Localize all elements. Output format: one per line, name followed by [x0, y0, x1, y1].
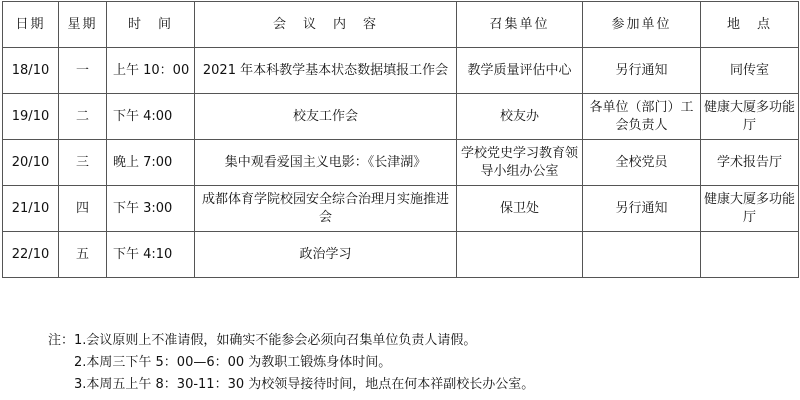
header-organizer: 召集单位 — [457, 2, 583, 48]
notes-section — [48, 330, 534, 396]
cell-content: 集中观看爱国主义电影：《长津湖》 — [195, 140, 457, 186]
cell-time: 上午 10：00 — [107, 48, 195, 94]
header-date: 日期 — [3, 2, 59, 48]
header-time: 时 间 — [107, 2, 195, 48]
header-weekday: 星期 — [59, 2, 107, 48]
cell-location: 学术报告厅 — [701, 140, 799, 186]
cell-time: 下午 4:10 — [107, 232, 195, 278]
cell-date: 20/10 — [3, 140, 59, 186]
cell-organizer: 校友办 — [457, 94, 583, 140]
notes-lead: 注： — [48, 333, 75, 348]
cell-organizer: 教学质量评估中心 — [457, 48, 583, 94]
cell-weekday: 五 — [59, 232, 107, 278]
cell-location: 同传室 — [701, 48, 799, 94]
cell-organizer: 学校党史学习教育领导小组办公室 — [457, 140, 583, 186]
cell-weekday: 一 — [59, 48, 107, 94]
cell-weekday: 二 — [59, 94, 107, 140]
cell-time: 下午 4:00 — [107, 94, 195, 140]
cell-content: 2021 年本科教学基本状态数据填报工作会 — [195, 48, 457, 94]
table-row — [3, 140, 799, 186]
cell-date: 22/10 — [3, 232, 59, 278]
header-content: 会 议 内 容 — [195, 2, 457, 48]
table-row — [3, 186, 799, 232]
cell-participants — [583, 232, 701, 278]
header-participants: 参加单位 — [583, 2, 701, 48]
cell-date: 18/10 — [3, 48, 59, 94]
cell-time: 下午 3:00 — [107, 186, 195, 232]
cell-content: 校友工作会 — [195, 94, 457, 140]
note-item: 1.会议原则上不准请假，如确实不能参会必须向召集单位负责人请假。 — [74, 333, 477, 348]
table-row — [3, 94, 799, 140]
cell-organizer: 保卫处 — [457, 186, 583, 232]
cell-participants: 全校党员 — [583, 140, 701, 186]
cell-participants: 另行通知 — [583, 48, 701, 94]
cell-content: 成都体育学院校园安全综合治理月实施推进会 — [195, 186, 457, 232]
cell-content: 政治学习 — [195, 232, 457, 278]
cell-time: 晚上 7:00 — [107, 140, 195, 186]
cell-date: 21/10 — [3, 186, 59, 232]
header-location: 地 点 — [701, 2, 799, 48]
cell-weekday: 四 — [59, 186, 107, 232]
cell-location: 健康大厦多功能厅 — [701, 94, 799, 140]
note-item: 3.本周五上午 8：30-11：30 为校领导接待时间，地点在何本祥副校长办公室。 — [74, 377, 535, 392]
note-item: 2.本周三下午 5：00—6：00 为教职工锻炼身体时间。 — [74, 355, 392, 370]
cell-location — [701, 232, 799, 278]
table-row — [3, 232, 799, 278]
meeting-schedule-table — [2, 1, 799, 278]
cell-participants: 另行通知 — [583, 186, 701, 232]
table-header-row — [3, 2, 799, 48]
cell-date: 19/10 — [3, 94, 59, 140]
table-row — [3, 48, 799, 94]
cell-weekday: 三 — [59, 140, 107, 186]
cell-location: 健康大厦多功能厅 — [701, 186, 799, 232]
cell-participants: 各单位（部门）工会负责人 — [583, 94, 701, 140]
cell-organizer — [457, 232, 583, 278]
